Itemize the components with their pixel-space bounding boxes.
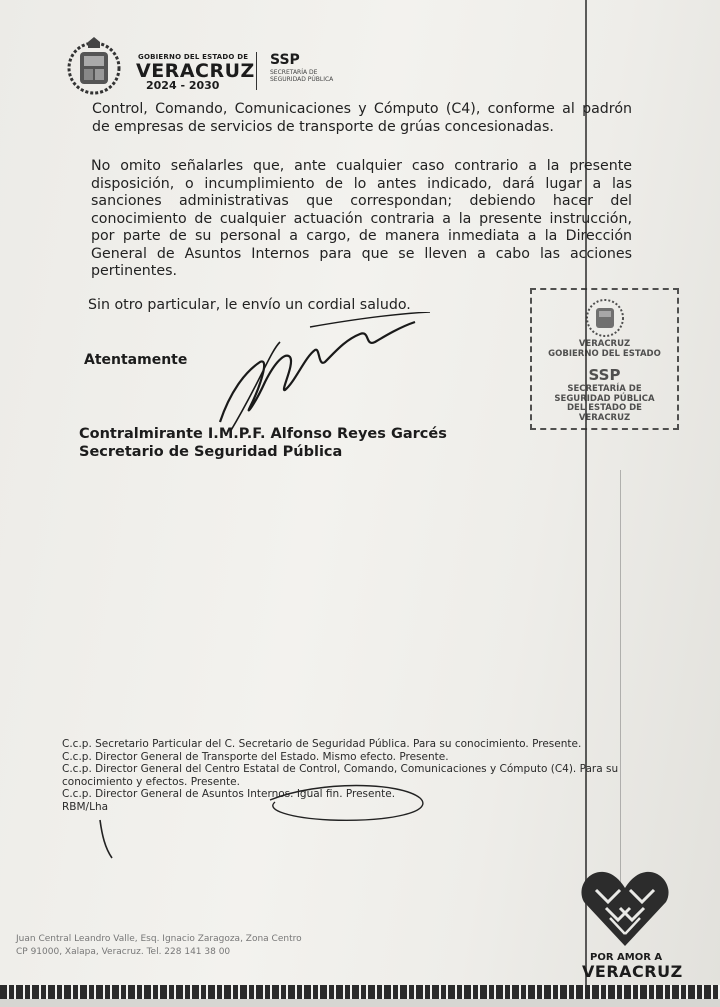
veracruz-heart-emblem-icon [580, 868, 670, 948]
stamp-line-2: GOBIERNO DEL ESTADO [548, 348, 661, 359]
agency-subtitle: SECRETARÍA DE SEGURIDAD PÚBLICA [270, 69, 334, 83]
ccp-line: C.c.p. Director General del Centro Estatal de Control, Comando, Comunicaciones y Cómputo (C4). Para su conocimiento y efectos. Presente. [62, 763, 619, 788]
slogan-big: VERACRUZ [582, 962, 683, 981]
stamp-line-1: VERACRUZ [578, 339, 631, 349]
header-divider [256, 52, 257, 90]
stamp-seal-icon [584, 296, 626, 340]
signatory-name: Contralmirante I.M.P.F. Alfonso Reyes Garcés [79, 426, 447, 442]
paragraph-2: No omito señalarles que, ante cualquier caso contrario a la presente disposición, o incumplimiento de lo antes indicado, dará lugar a las sanciones administrativas que correspondan; debiendo hacer del conocimiento de cualquier actuación contraria a la presente instrucción, por parte de su personal a cargo, de manera inmediata a la Dirección General de Asuntos Internos para que se lleven a cabo las acciones pertinentes. [91, 158, 632, 279]
state-name: VERACRUZ [136, 60, 255, 82]
gov-years: 2024 - 2030 [146, 79, 220, 92]
state-coat-of-arms-icon [66, 36, 122, 98]
address-line-1: Juan Central Leandro Valle, Esq. Ignacio Zaragoza, Zona Centro [16, 934, 302, 944]
decorative-border [0, 985, 720, 999]
closing: Atentamente [84, 352, 188, 368]
handwritten-mark [60, 770, 440, 860]
fold-line [585, 0, 587, 990]
fold-line-secondary [620, 470, 621, 890]
stamp-line-6: VERACRUZ [578, 412, 631, 423]
stamp-line-5: DEL ESTADO DE [567, 403, 642, 413]
initials: RBM/Lha [62, 800, 109, 813]
gov-line: GOBIERNO DEL ESTADO DE [138, 53, 249, 61]
agency-abbr: SSP [270, 52, 300, 68]
address-line-2: CP 91000, Xalapa, Veracruz. Tel. 228 141 38 00 [16, 947, 231, 957]
stamp-line-4: SEGURIDAD PÚBLICA [554, 393, 655, 404]
page-bottom-edge [0, 999, 720, 1007]
paragraph-1: Control, Comando, Comunicaciones y Cómputo (C4), conforme al padrón de empresas de servicios de transporte de grúas concesionadas. [92, 101, 632, 135]
official-stamp [530, 288, 679, 430]
ccp-line: C.c.p. Director General de Transporte del Estado. Mismo efecto. Presente. [62, 750, 449, 763]
slogan-small: POR AMOR A [590, 952, 663, 963]
stamp-footer-lines [532, 385, 677, 423]
ccp-line: C.c.p. Secretario Particular del C. Secretario de Seguridad Pública. Para su conocimiento. Presente. [62, 738, 582, 750]
stamp-abbr: SSP [588, 366, 621, 384]
signatory-title: Secretario de Seguridad Pública [79, 444, 343, 460]
paragraph-3: Sin otro particular, le envío un cordial saludo. [88, 297, 411, 313]
ccp-line: C.c.p. Director General de Asuntos Internos. Igual fin. Presente. [62, 788, 396, 800]
stamp-header-lines [532, 340, 677, 359]
stamp-line-3: SECRETARÍA DE [567, 384, 642, 394]
footer-address [16, 933, 302, 959]
